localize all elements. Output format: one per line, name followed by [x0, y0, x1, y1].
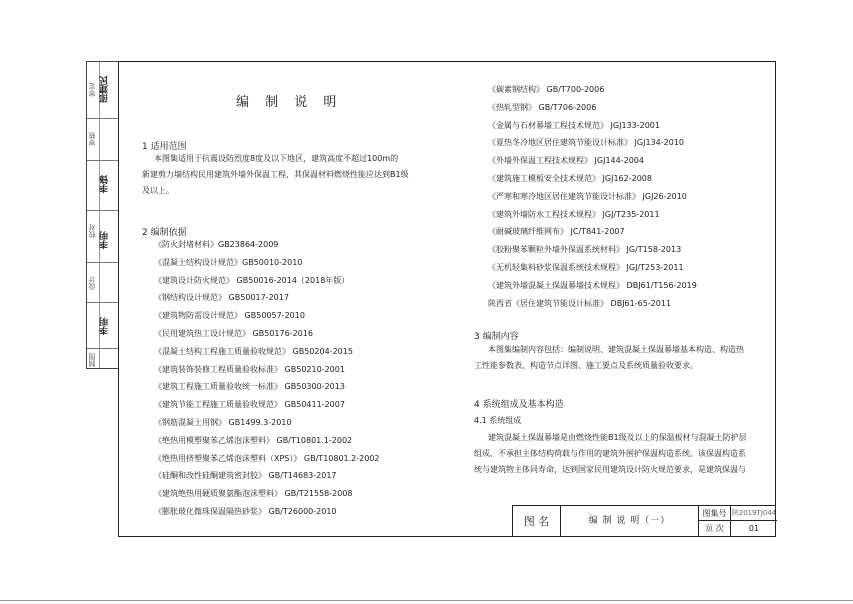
title-block [512, 505, 776, 537]
reference-item: 《绝热用挤塑聚苯乙烯泡沫塑料（XPS）》 GB/T10801.2-2002 [154, 453, 380, 463]
side-label-design: 设计 [88, 276, 96, 290]
reference-item: 《金属与石材幕墙工程技术规范》 JGJ133-2001 [488, 120, 660, 130]
section-2-heading: 2 编制依据 [142, 228, 187, 238]
reference-item: 《建筑外墙防水工程技术规程》 JGJ/T235-2011 [488, 209, 660, 219]
signature-design: 李明 [100, 317, 110, 335]
reference-list-left [154, 236, 380, 521]
reference-item: 《建筑外墙混凝土保温幕墙技术规程》 DBJ61/T156-2019 [488, 280, 697, 290]
reference-item: 《夏热冬冷地区居住建筑节能设计标准》 JGJ134-2010 [488, 138, 684, 148]
signature-review: 李锋 [100, 175, 110, 193]
title-block-drawing-name: 编 制 说 明（一） [561, 506, 699, 537]
side-label-check: 校对 [88, 224, 96, 238]
section-4-line: 组成，不承担主体结构荷载与作用的建筑外围护保温构造系统。该保温构造系 [474, 449, 746, 458]
reference-item: 《防火封堵材料》GB23864-2009 [154, 240, 279, 249]
side-row-divider [87, 262, 119, 263]
reference-item: 《膨胀玻化微珠保温隔热砂浆》 GB/T26000-2010 [154, 506, 337, 516]
section-4-line: 建筑混凝土保温幕墙是由燃烧性能B1级及以上的保温板材与混凝土防护层 [488, 433, 747, 442]
side-row-divider [87, 118, 119, 119]
reference-item: 《建筑施工模板安全技术规范》 JGJ162-2008 [488, 173, 652, 183]
reference-item: 《混凝土结构工程施工质量验收规范》 GB50204-2015 [154, 346, 353, 356]
title-block-name-label: 图 名 [513, 506, 561, 537]
page-title: 编 制 说 明 [236, 95, 343, 110]
reference-item: 《无机轻集料砂浆保温系统技术规程》 JGJ/T253-2011 [488, 262, 684, 272]
reference-item: 《绝热用模塑聚苯乙烯泡沫塑料》 GB/T10801.1-2002 [154, 435, 353, 445]
reference-item: 《碳素钢结构》 GB/T700-2006 [488, 85, 605, 94]
reference-item: 《耐碱玻璃纤维网布》 JC/T841-2007 [488, 227, 625, 237]
reference-item: 《建筑设计防火规范》 GB50016-2014（2018年版） [154, 275, 350, 285]
side-row-divider [87, 302, 119, 303]
signature-approve: 邵建民 [100, 76, 110, 104]
section-1-line: 及以上。 [142, 186, 174, 195]
side-row-divider [87, 348, 119, 349]
title-block-set-number: 陕2019TJ044 [731, 506, 777, 521]
reference-item: 《外墙外保温工程技术规程》 JGJ144-2004 [488, 156, 644, 166]
reference-item: 《建筑物防雷设计规范》 GB50057-2010 [154, 311, 305, 321]
section-4-subheading: 4.1 系统组成 [474, 416, 522, 425]
page-bottom-rule [0, 600, 853, 601]
section-3-line: 工性能参数表、构造节点详图、施工要点及系统质量验收要求。 [474, 361, 698, 370]
reference-item: 《混凝土结构设计规范》GB50010-2010 [154, 257, 303, 267]
reference-list-right [488, 81, 697, 312]
reference-item: 《严寒和寒冷地区居住建筑节能设计标准》 JGJ26-2010 [488, 191, 687, 201]
title-block-page-number: 01 [748, 524, 760, 533]
title-block-page-label: 页 次 [699, 521, 731, 537]
reference-item: 《硅酮和改性硅酮建筑密封胶》 GB/T14683-2017 [154, 471, 337, 481]
side-label-approve: 审定 [88, 83, 96, 97]
reference-item: 陕西省《居住建筑节能设计标准》 DBJ61-65-2011 [488, 298, 672, 308]
title-block-set-label: 图集号 [699, 506, 731, 521]
section-1-line: 新建剪力墙结构民用建筑外墙外保温工程，其保温材料燃烧性能应达到B1级 [142, 170, 409, 179]
side-row-divider [87, 160, 119, 161]
signature-check: 李明 [100, 231, 110, 249]
section-1-line: 本图集适用于抗震设防烈度8度及以下地区，建筑高度不超过100m的 [154, 154, 399, 163]
side-label-draw: 制图 [88, 353, 96, 367]
reference-item: 《胶粉聚苯颗粒外墙外保温系统材料》 JG/T158-2013 [488, 245, 682, 255]
section-3-line: 本图集编制内容包括：编制说明、建筑混凝土保温幕墙基本构造、构造热 [488, 345, 744, 354]
side-row-divider [87, 210, 119, 211]
reference-item: 《建筑装饰装修工程质量验收标准》 GB50210-2001 [154, 364, 345, 374]
reference-item: 《建筑工程施工质量验收统一标准》 GB50300-2013 [154, 382, 345, 392]
signature-column [86, 61, 118, 369]
section-1-heading: 1 适用范围 [142, 142, 187, 152]
section-4-line: 统与建筑物主体同寿命，达到国家民用建筑设计防火规范要求，是建筑保温与 [474, 465, 746, 474]
section-4-heading: 4 系统组成及基本构造 [474, 400, 564, 410]
reference-item: 《建筑节能工程施工质量验收规范》 GB50411-2007 [154, 400, 345, 410]
reference-item: 《钢结构设计规范》 GB50017-2017 [154, 293, 289, 303]
reference-item: 《民用建筑热工设计规范》 GB50176-2016 [154, 328, 313, 338]
reference-item: 《钢筋混凝土用钢》 GB1499.3-2010 [154, 417, 292, 427]
reference-item: 《建筑绝热用硬质聚氨酯泡沫塑料》 GB/T21558-2008 [154, 489, 353, 499]
side-label-review: 审核 [88, 132, 96, 146]
section-3-heading: 3 编制内容 [474, 332, 519, 342]
reference-item: 《热轧型钢》 GB/T706-2006 [488, 102, 597, 112]
